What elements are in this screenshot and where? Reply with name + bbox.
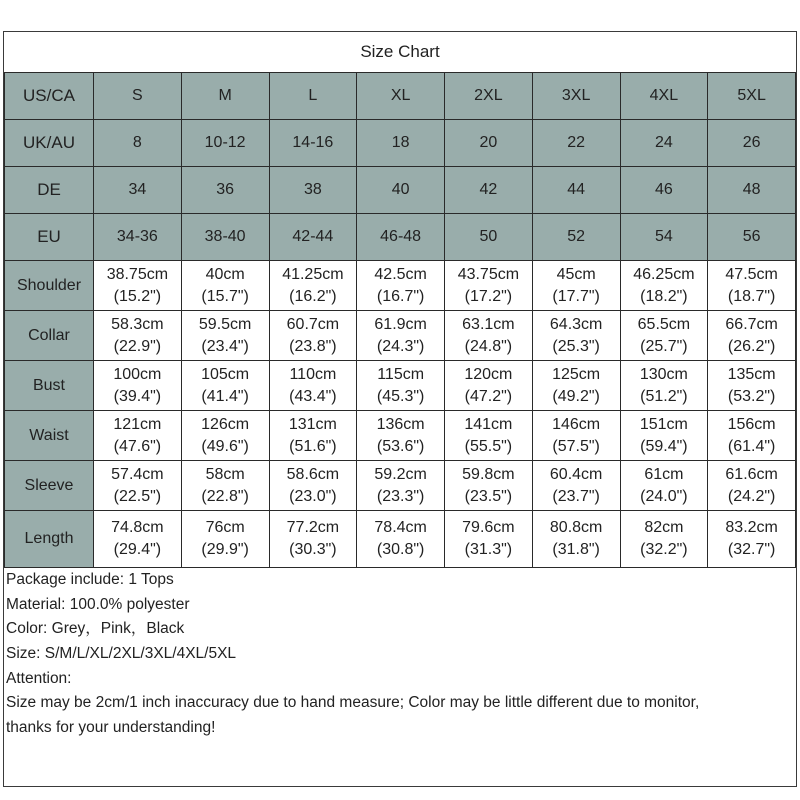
measure-cell [532,461,620,511]
measure-cell [708,461,796,511]
inch-value: (49.6") [201,437,249,455]
inch-value: (16.2") [289,287,337,305]
cm-value: 40cm [205,265,245,283]
cm-value: 58.3cm [111,315,164,333]
row-label: Length [5,511,94,568]
size-cell: 20 [445,120,533,167]
inch-value: (23.4") [201,337,249,355]
row-label: US/CA [5,73,94,120]
inch-value: (18.2") [640,287,688,305]
cm-value: 136cm [376,415,425,433]
note-attention-text: Size may be 2cm/1 inch inaccuracy due to hand measure; Color may be little different due to monitor, [6,694,700,712]
measure-cell [532,511,620,568]
cm-value: 77.2cm [286,519,340,536]
size-row-eu [5,214,796,261]
measure-cell [708,361,796,411]
measure-cell [94,361,182,411]
inch-value: (18.7") [727,287,776,305]
size-chart-title: Size Chart [360,42,440,61]
measure-cell [620,461,708,511]
measure-cell [94,261,182,311]
measure-cell [620,261,708,311]
measure-row-sleeve [5,461,796,511]
size-cell: 18 [357,120,445,167]
inch-value: (43.4") [289,387,337,405]
measure-row-length [5,511,796,568]
cm-value: 59.8cm [462,465,515,483]
size-cell: 38 [269,167,357,214]
cm-value: 46.25cm [633,265,695,283]
size-cell: L [269,73,357,120]
measure-cell [445,461,533,511]
inch-value: (32.2") [640,541,688,558]
measure-cell [708,511,796,568]
cm-value: 64.3cm [549,315,603,333]
measure-cell [708,411,796,461]
inch-value: (49.2") [552,387,600,405]
inch-value: (57.5") [552,437,600,455]
inch-value: (31.3") [464,541,513,558]
measure-cell [445,261,533,311]
size-row-uk-au [5,120,796,167]
cm-value: 60.7cm [286,315,340,333]
size-cell: 34 [94,167,182,214]
inch-value: (17.2") [464,287,513,305]
size-cell: 10-12 [181,120,269,167]
row-label: Collar [5,311,94,361]
measure-cell [620,511,708,568]
inch-value: (47.6") [113,437,162,455]
size-cell: 44 [532,167,620,214]
measure-cell [620,411,708,461]
inch-value: (23.7") [552,487,600,505]
inch-value: (22.9") [113,337,162,355]
measure-cell [532,411,620,461]
row-label: Waist [5,411,94,461]
size-cell: 26 [708,120,796,167]
size-cell: 42-44 [269,214,357,261]
size-cell: 24 [620,120,708,167]
inch-value: (24.3") [376,337,425,355]
note-material: Material: 100.0% polyester [6,595,190,613]
inch-value: (30.3") [289,541,337,558]
measure-row-shoulder [5,261,796,311]
inch-value: (24.8") [464,337,513,355]
cm-value: 78.4cm [374,519,427,536]
cm-value: 125cm [552,365,601,383]
inch-value: (29.9") [201,541,249,558]
size-cell: 38-40 [181,214,269,261]
size-cell: 46-48 [357,214,445,261]
size-row-de [5,167,796,214]
inch-value: (32.7") [727,541,776,558]
inch-value: (15.2") [113,287,162,305]
note-color: Color: Grey，Pink，Black [6,620,185,638]
cm-value: 60.4cm [549,465,603,483]
cm-value: 121cm [113,415,162,433]
measure-cell [94,411,182,461]
measure-row-bust [5,361,796,411]
measure-cell [94,511,182,568]
inch-value: (29.4") [113,541,162,558]
cm-value: 79.6cm [462,519,515,536]
inch-value: (47.2") [464,387,513,405]
cm-value: 100cm [113,365,162,383]
cm-value: 120cm [464,365,513,383]
cm-value: 41.25cm [282,265,344,283]
cm-value: 74.8cm [111,519,164,536]
cm-value: 38.75cm [106,265,169,283]
measure-cell [269,261,357,311]
cm-value: 130cm [639,365,688,383]
size-row-us-ca [5,73,796,120]
note-thanks: thanks for your understanding! [6,719,216,737]
row-label: EU [5,214,94,261]
size-cell: 22 [532,120,620,167]
measure-cell [181,361,269,411]
measure-cell [532,361,620,411]
inch-value: (24.0") [640,487,688,505]
size-chart-frame [3,31,797,787]
inch-value: (25.7") [640,337,688,355]
size-cell: 40 [357,167,445,214]
measure-cell [181,511,269,568]
cm-value: 115cm [377,365,425,383]
cm-value: 58cm [205,465,245,483]
inch-value: (22.8") [201,487,249,505]
measure-cell [269,461,357,511]
cm-value: 146cm [552,415,601,433]
measure-cell [94,311,182,361]
inch-value: (53.6") [376,437,425,455]
size-cell: 5XL [708,73,796,120]
cm-value: 80.8cm [549,519,603,536]
inch-value: (23.5") [464,487,513,505]
measure-cell [269,311,357,361]
inch-value: (15.7") [201,287,249,305]
cm-value: 151cm [639,415,688,433]
inch-value: (55.5") [464,437,513,455]
size-cell: 14-16 [269,120,357,167]
measure-cell [357,311,445,361]
note-attention-heading: Attention: [6,669,72,687]
inch-value: (61.4") [727,437,776,455]
inch-value: (59.4") [640,437,688,455]
size-cell: 34-36 [94,214,182,261]
cm-value: 105cm [201,365,250,383]
size-cell: 3XL [532,73,620,120]
measure-cell [269,511,357,568]
cm-value: 58.6cm [286,465,340,483]
inch-value: (25.3") [552,337,600,355]
inch-value: (53.2") [727,387,776,405]
inch-value: (22.5") [113,487,162,505]
inch-value: (31.8") [552,541,600,558]
size-cell: 56 [708,214,796,261]
cm-value: 59.5cm [198,315,252,333]
measure-cell [269,411,357,461]
measure-cell [708,261,796,311]
inch-value: (51.6") [289,437,337,455]
cm-value: 141cm [464,415,513,433]
measure-cell [357,361,445,411]
inch-value: (41.4") [201,387,249,405]
inch-value: (23.8") [289,337,337,355]
measure-cell [532,311,620,361]
measure-cell [708,311,796,361]
row-label: Shoulder [5,261,94,311]
cm-value: 156cm [727,415,776,433]
inch-value: (45.3") [376,387,425,405]
inch-value: (26.2") [727,337,776,355]
inch-value: (39.4") [113,387,162,405]
measure-cell [181,311,269,361]
size-table [4,72,796,568]
measure-cell [181,461,269,511]
measure-cell [445,411,533,461]
measure-cell [357,261,445,311]
cm-value: 135cm [727,365,776,383]
inch-value: (16.7") [376,287,425,305]
size-cell: M [181,73,269,120]
row-label: UK/AU [5,120,94,167]
cm-value: 131cm [288,415,337,433]
measure-row-waist [5,411,796,461]
measure-cell [357,411,445,461]
measure-row-collar [5,311,796,361]
cm-value: 126cm [201,415,250,433]
measure-cell [181,261,269,311]
cm-value: 61.6cm [725,465,778,483]
cm-value: 110cm [289,365,337,383]
cm-value: 76cm [205,519,245,536]
cm-value: 63.1cm [462,315,515,333]
size-cell: 36 [181,167,269,214]
measure-cell [94,461,182,511]
size-cell: 54 [620,214,708,261]
cm-value: 66.7cm [725,315,778,333]
cm-value: 83.2cm [725,519,778,536]
inch-value: (17.7") [552,287,600,305]
measure-cell [532,261,620,311]
inch-value: (24.2") [727,487,776,505]
size-cell: 8 [94,120,182,167]
inch-value: (30.8") [376,541,425,558]
inch-value: (23.0") [289,487,337,505]
cm-value: 43.75cm [457,265,520,283]
cm-value: 61.9cm [374,315,427,333]
note-size: Size: S/M/L/XL/2XL/3XL/4XL/5XL [6,645,237,663]
measure-cell [445,361,533,411]
size-cell: XL [357,73,445,120]
size-cell: 42 [445,167,533,214]
size-cell: 2XL [445,73,533,120]
cm-value: 47.5cm [725,265,778,283]
cm-value: 82cm [644,519,684,536]
inch-value: (51.2") [640,387,688,405]
size-cell: 46 [620,167,708,214]
size-cell: 48 [708,167,796,214]
measure-cell [445,311,533,361]
cm-value: 42.5cm [374,265,427,283]
size-cell: S [94,73,182,120]
cm-value: 45cm [556,265,596,283]
measure-cell [357,461,445,511]
cm-value: 65.5cm [637,315,691,333]
measure-cell [269,361,357,411]
cm-value: 59.2cm [374,465,427,483]
inch-value: (23.3") [376,487,425,505]
size-cell: 50 [445,214,533,261]
cm-value: 61cm [644,465,684,483]
product-notes [6,568,796,741]
measure-cell [445,511,533,568]
measure-cell [620,361,708,411]
row-label: DE [5,167,94,214]
measure-cell [620,311,708,361]
cm-value: 57.4cm [111,465,164,483]
size-cell: 4XL [620,73,708,120]
measure-cell [181,411,269,461]
row-label: Bust [5,361,94,411]
size-cell: 52 [532,214,620,261]
note-package: Package include: 1 Tops [6,571,174,588]
row-label: Sleeve [5,461,94,511]
measure-cell [357,511,445,568]
